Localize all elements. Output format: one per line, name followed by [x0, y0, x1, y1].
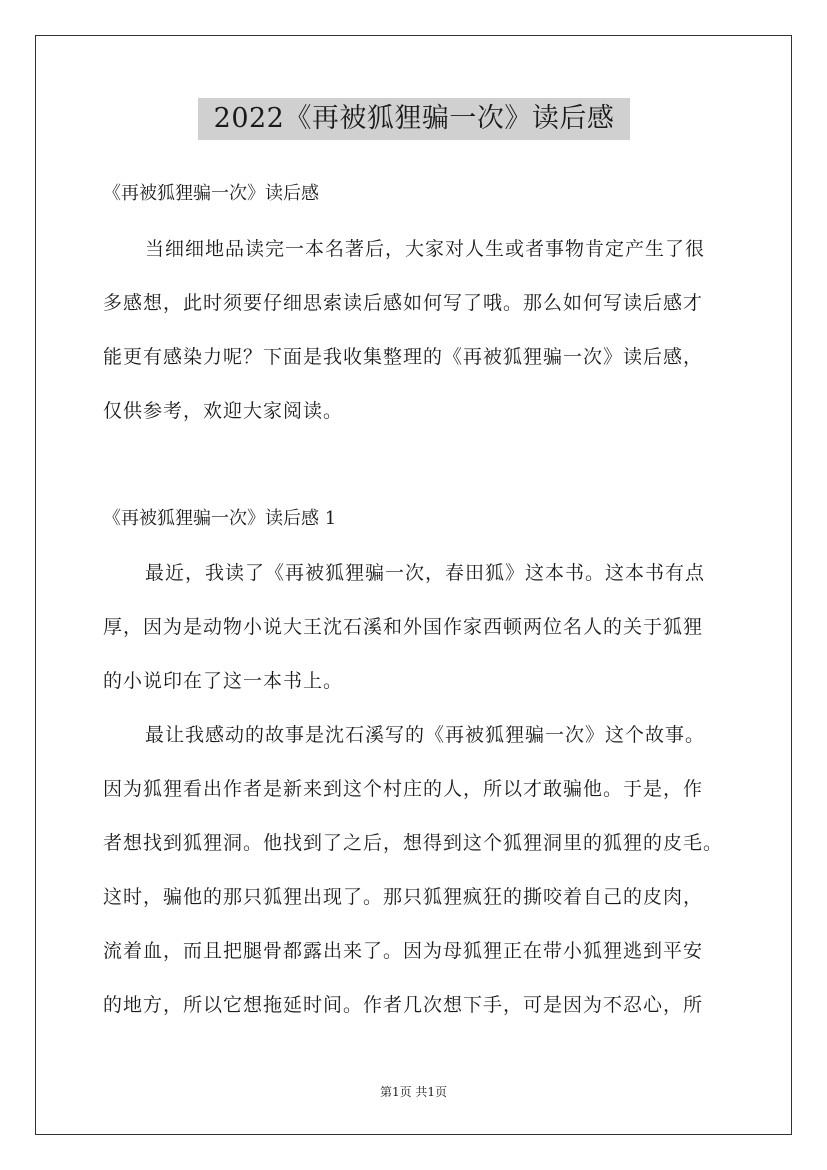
- intro-line-2: 多感想，此时须要仔细思索读后感如何写了哦。那么如何写读后感才: [103, 292, 704, 314]
- para2-line-1: 最让我感动的故事是沈石溪写的《再被狐狸骗一次》这个故事。: [145, 724, 706, 746]
- intro-line-4: 仅供参考，欢迎大家阅读。: [103, 400, 344, 422]
- para1-line-2: 厚，因为是动物小说大王沈石溪和外国作家西顿两位名人的关于狐狸: [103, 616, 704, 638]
- document-subtitle: 《再被狐狸骗一次》读后感: [103, 183, 319, 204]
- section-heading-1: 《再被狐狸骗一次》读后感 1: [103, 508, 337, 529]
- para1-line-3: 的小说印在了这一本书上。: [103, 670, 344, 692]
- para1-line-1: 最近，我读了《再被狐狸骗一次，春田狐》这本书。这本书有点: [145, 562, 706, 584]
- intro-line-3: 能更有感染力呢？下面是我收集整理的《再被狐狸骗一次》读后感，: [103, 346, 704, 368]
- document-title: 2022《再被狐狸骗一次》读后感: [198, 98, 630, 140]
- para2-line-5: 流着血，而且把腿骨都露出来了。因为母狐狸正在带小狐狸逃到平安: [103, 940, 704, 962]
- para2-line-6: 的地方，所以它想拖延时间。作者几次想下手，可是因为不忍心，所: [103, 994, 704, 1016]
- intro-line-1: 当细细地品读完一本名著后，大家对人生或者事物肯定产生了很: [145, 238, 706, 260]
- para2-line-2: 因为狐狸看出作者是新来到这个村庄的人，所以才敢骗他。于是，作: [103, 778, 704, 800]
- para2-line-4: 这时，骗他的那只狐狸出现了。那只狐狸疯狂的撕咬着自己的皮肉，: [103, 886, 704, 908]
- para2-line-3: 者想找到狐狸洞。他找到了之后，想得到这个狐狸洞里的狐狸的皮毛。: [103, 832, 724, 854]
- page-footer: 第1页 共1页: [379, 1085, 448, 1099]
